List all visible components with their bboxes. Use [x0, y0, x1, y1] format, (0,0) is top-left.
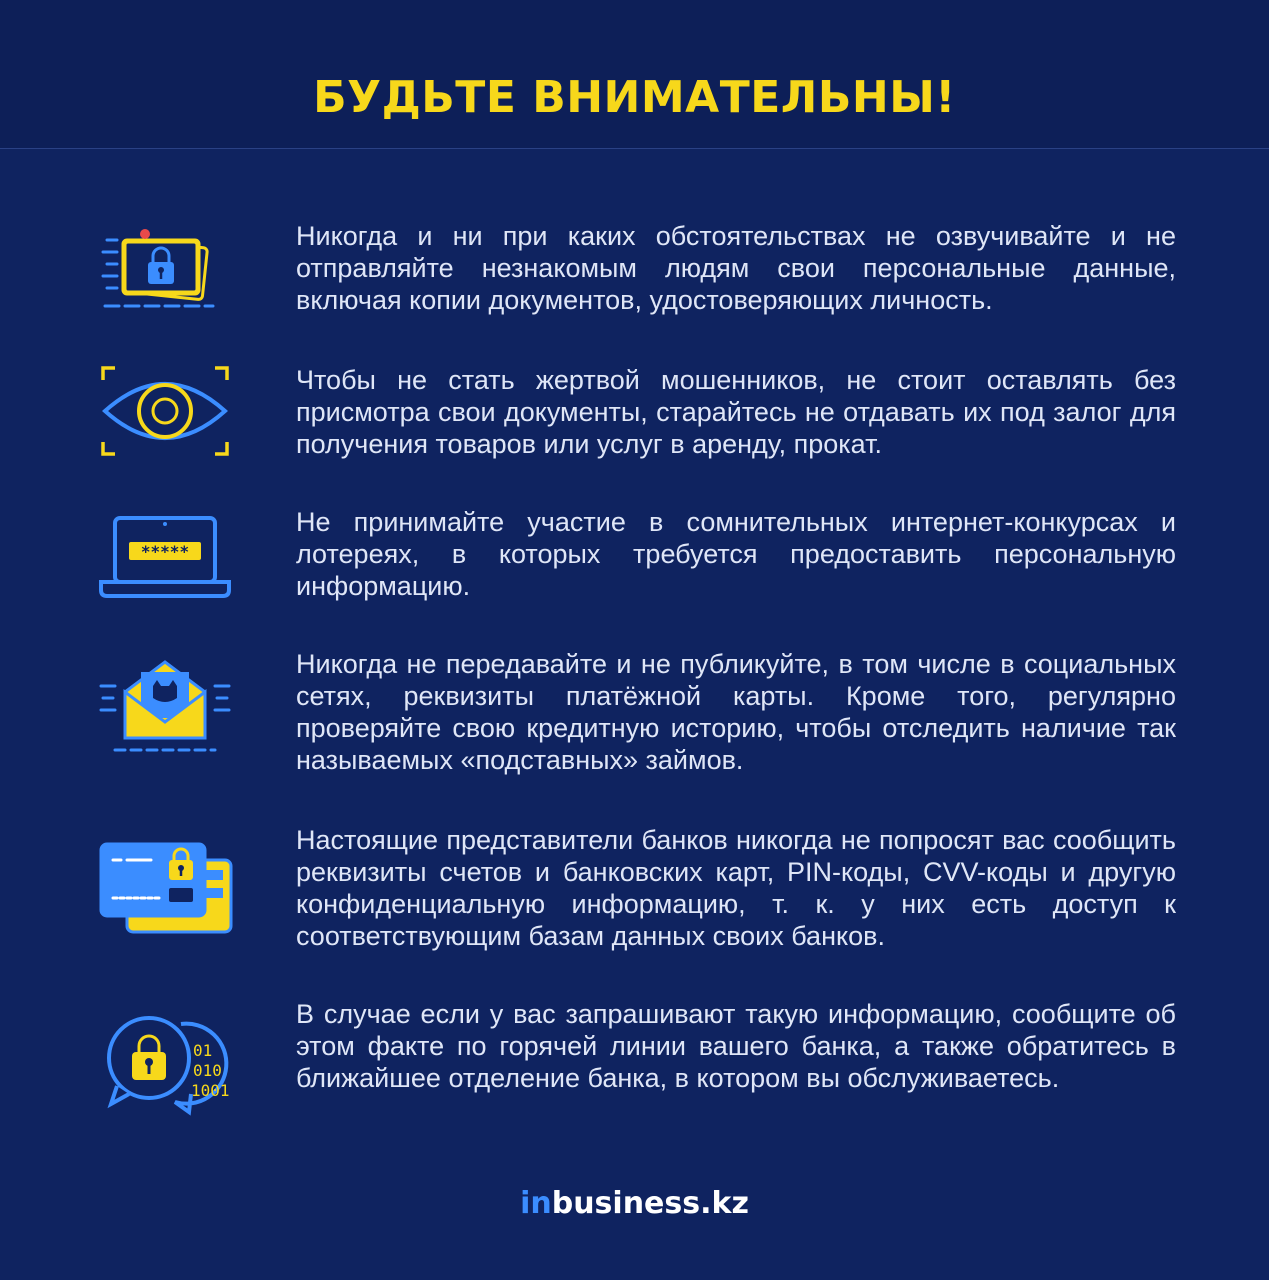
- phishing-envelope-icon: [95, 652, 235, 762]
- eye-scan-icon: [95, 362, 235, 472]
- locked-bank-cards-icon: [95, 840, 235, 950]
- logo-prefix: in: [520, 1186, 552, 1221]
- logo-name: business.kz: [551, 1186, 749, 1221]
- tip-text: Никогда и ни при каких обстоятельствах не озвучивайте и не отправляйте незнакомым людям свои персональные данные, включая копии документов, удостоверяющих личность.: [296, 221, 1176, 315]
- svg-text:*****: *****: [140, 542, 190, 561]
- inbusiness-logo: [0, 1186, 1269, 1221]
- tip-text: Никогда не передавайте и не публикуйте, в том числе в социальных сетях, реквизиты платёжной карты. Кроме того, регулярно проверяйте свою кредитную историю, чтобы отследить наличие так называемых «подставных» займов.: [296, 649, 1176, 775]
- lock-chat-icon: [95, 1012, 235, 1122]
- svg-text:01: 01: [193, 1041, 213, 1060]
- svg-text:010: 010: [193, 1061, 222, 1080]
- laptop-password-icon: [95, 510, 235, 620]
- page-title: БУДЬТЕ ВНИМАТЕЛЬНЫ!: [313, 72, 956, 123]
- header-banner: [0, 0, 1269, 149]
- tip-text: Чтобы не стать жертвой мошенников, не стоит оставлять без присмотра свои документы, старайтесь не отдавать их под залог для получения товаров или услуг в аренду, прокат.: [296, 365, 1176, 459]
- tip-text: В случае если у вас запрашивают такую информацию, сообщите об этом факте по горячей линии вашего банка, а также обратитесь в ближайшее отделение банка, в котором вы обслуживаетесь.: [296, 999, 1176, 1093]
- tip-text: Не принимайте участие в сомнительных интернет-конкурсах и лотереях, в которых требуется предоставить персональную информацию.: [296, 507, 1176, 601]
- svg-text:1001: 1001: [191, 1081, 230, 1100]
- tip-text: Настоящие представители банков никогда не попросят вас сообщить реквизиты счетов и банковских карт, PIN-коды, CVV-коды и другую конфиденциальную информацию, т. к. у них есть доступ к соответствующим базам данных своих банков.: [296, 825, 1176, 951]
- locked-folder-icon: [95, 222, 235, 332]
